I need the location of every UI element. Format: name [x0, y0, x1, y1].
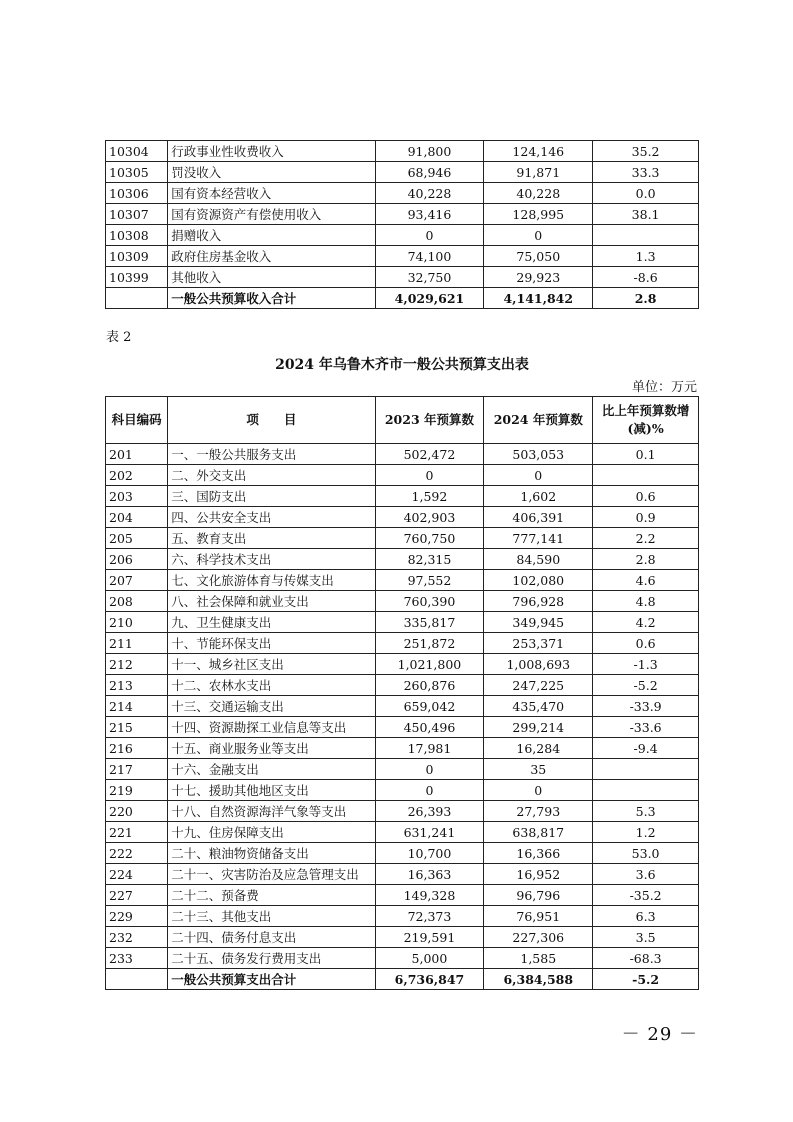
cell-2024: 40,228	[484, 183, 593, 204]
total-cell-2024: 4,141,842	[484, 288, 593, 309]
table-row	[106, 633, 699, 654]
cell-2024: 227,306	[484, 927, 593, 948]
cell-2024: 299,214	[484, 717, 593, 738]
cell-change-pct: 5.3	[593, 801, 699, 822]
cell-2024: 253,371	[484, 633, 593, 654]
cell-code: 10304	[106, 141, 168, 162]
cell-2024: 84,590	[484, 549, 593, 570]
table-row	[106, 204, 699, 225]
cell-2024: 16,284	[484, 738, 593, 759]
cell-code: 219	[106, 780, 168, 801]
total-cell-change-pct: 2.8	[593, 288, 699, 309]
table-row	[106, 465, 699, 486]
cell-change-pct: 53.0	[593, 843, 699, 864]
cell-2024: 777,141	[484, 528, 593, 549]
table-row	[106, 717, 699, 738]
cell-2023: 760,750	[375, 528, 484, 549]
total-row	[106, 969, 699, 990]
cell-change-pct: 2.2	[593, 528, 699, 549]
cell-code: 201	[106, 444, 168, 465]
cell-code: 206	[106, 549, 168, 570]
cell-2023: 91,800	[375, 141, 484, 162]
cell-code: 10305	[106, 162, 168, 183]
cell-2023: 82,315	[375, 549, 484, 570]
cell-code: 202	[106, 465, 168, 486]
cell-code: 10306	[106, 183, 168, 204]
cell-change-pct: -35.2	[593, 885, 699, 906]
cell-item: 二十、粮油物资储备支出	[168, 843, 375, 864]
table-row	[106, 822, 699, 843]
cell-2023: 0	[375, 465, 484, 486]
cell-change-pct: -33.6	[593, 717, 699, 738]
cell-change-pct: 4.2	[593, 612, 699, 633]
cell-change-pct: 6.3	[593, 906, 699, 927]
cell-2023: 149,328	[375, 885, 484, 906]
table-row	[106, 927, 699, 948]
cell-change-pct: 1.2	[593, 822, 699, 843]
cell-item: 六、科学技术支出	[168, 549, 375, 570]
cell-2023: 251,872	[375, 633, 484, 654]
cell-code: 208	[106, 591, 168, 612]
table-row	[106, 738, 699, 759]
cell-2024: 27,793	[484, 801, 593, 822]
total-cell-item: 一般公共预算支出合计	[168, 969, 375, 990]
cell-code: 207	[106, 570, 168, 591]
cell-item: 三、国防支出	[168, 486, 375, 507]
cell-item: 政府住房基金收入	[168, 246, 375, 267]
cell-2024: 0	[484, 225, 593, 246]
table-row	[106, 549, 699, 570]
cell-item: 国有资源资产有偿使用收入	[168, 204, 375, 225]
cell-2023: 1,592	[375, 486, 484, 507]
cell-2024: 1,008,693	[484, 654, 593, 675]
cell-change-pct	[593, 780, 699, 801]
cell-item: 二十二、预备费	[168, 885, 375, 906]
cell-2024: 1,602	[484, 486, 593, 507]
cell-change-pct: 3.5	[593, 927, 699, 948]
cell-2023: 72,373	[375, 906, 484, 927]
cell-code: 224	[106, 864, 168, 885]
header-2023: 2023 年预算数	[375, 397, 484, 444]
cell-code: 203	[106, 486, 168, 507]
cell-2023: 74,100	[375, 246, 484, 267]
cell-2023: 631,241	[375, 822, 484, 843]
cell-2023: 335,817	[375, 612, 484, 633]
cell-code: 222	[106, 843, 168, 864]
table-row	[106, 885, 699, 906]
cell-2024: 75,050	[484, 246, 593, 267]
cell-2024: 16,366	[484, 843, 593, 864]
cell-2024: 1,585	[484, 948, 593, 969]
cell-item: 十七、援助其他地区支出	[168, 780, 375, 801]
cell-code: 10307	[106, 204, 168, 225]
cell-change-pct: 2.8	[593, 549, 699, 570]
cell-2024: 0	[484, 465, 593, 486]
total-cell-2023: 4,029,621	[375, 288, 484, 309]
cell-change-pct: 0.0	[593, 183, 699, 204]
header-item: 项 目	[168, 397, 375, 444]
cell-change-pct: -1.3	[593, 654, 699, 675]
cell-change-pct: 35.2	[593, 141, 699, 162]
cell-code: 220	[106, 801, 168, 822]
cell-code: 215	[106, 717, 168, 738]
cell-item: 十一、城乡社区支出	[168, 654, 375, 675]
table-row	[106, 654, 699, 675]
cell-2023: 68,946	[375, 162, 484, 183]
cell-code: 213	[106, 675, 168, 696]
cell-2023: 26,393	[375, 801, 484, 822]
table-row	[106, 801, 699, 822]
cell-item: 八、社会保障和就业支出	[168, 591, 375, 612]
cell-code: 214	[106, 696, 168, 717]
cell-item: 捐赠收入	[168, 225, 375, 246]
table-row	[106, 675, 699, 696]
cell-code: 211	[106, 633, 168, 654]
cell-change-pct: -5.2	[593, 675, 699, 696]
cell-change-pct: 4.6	[593, 570, 699, 591]
cell-item: 十九、住房保障支出	[168, 822, 375, 843]
cell-2023: 32,750	[375, 267, 484, 288]
revenue-table-continued	[105, 140, 699, 309]
cell-item: 十六、金融支出	[168, 759, 375, 780]
cell-item: 九、卫生健康支出	[168, 612, 375, 633]
cell-code: 210	[106, 612, 168, 633]
cell-change-pct: -9.4	[593, 738, 699, 759]
cell-item: 十、节能环保支出	[168, 633, 375, 654]
cell-change-pct: 1.3	[593, 246, 699, 267]
table-row	[106, 612, 699, 633]
cell-2023: 40,228	[375, 183, 484, 204]
table-header-row	[106, 397, 699, 444]
cell-change-pct: 0.6	[593, 486, 699, 507]
table-row	[106, 162, 699, 183]
cell-2023: 93,416	[375, 204, 484, 225]
cell-2023: 659,042	[375, 696, 484, 717]
cell-item: 其他收入	[168, 267, 375, 288]
total-cell-2024: 6,384,588	[484, 969, 593, 990]
table-row	[106, 183, 699, 204]
cell-change-pct: -33.9	[593, 696, 699, 717]
cell-2024: 76,951	[484, 906, 593, 927]
cell-change-pct	[593, 225, 699, 246]
expenditure-table-body	[106, 444, 699, 990]
cell-code: 212	[106, 654, 168, 675]
table-row	[106, 141, 699, 162]
table-row	[106, 948, 699, 969]
cell-2023: 1,021,800	[375, 654, 484, 675]
cell-code: 204	[106, 507, 168, 528]
cell-item: 罚没收入	[168, 162, 375, 183]
cell-code: 232	[106, 927, 168, 948]
cell-item: 二、外交支出	[168, 465, 375, 486]
table-title: 2024 年乌鲁木齐市一般公共预算支出表	[275, 357, 529, 373]
cell-2024: 503,053	[484, 444, 593, 465]
table-row	[106, 759, 699, 780]
table-row	[106, 225, 699, 246]
cell-2023: 450,496	[375, 717, 484, 738]
cell-2024: 638,817	[484, 822, 593, 843]
cell-item: 十八、自然资源海洋气象等支出	[168, 801, 375, 822]
cell-2023: 0	[375, 759, 484, 780]
cell-item: 二十五、债务发行费用支出	[168, 948, 375, 969]
table-row	[106, 267, 699, 288]
cell-2023: 5,000	[375, 948, 484, 969]
cell-item: 十四、资源勘探工业信息等支出	[168, 717, 375, 738]
cell-2024: 35	[484, 759, 593, 780]
cell-item: 国有资本经营收入	[168, 183, 375, 204]
cell-code: 221	[106, 822, 168, 843]
cell-change-pct: 0.9	[593, 507, 699, 528]
total-row	[106, 288, 699, 309]
cell-2024: 796,928	[484, 591, 593, 612]
cell-2024: 96,796	[484, 885, 593, 906]
total-cell-item: 一般公共预算收入合计	[168, 288, 375, 309]
cell-item: 行政事业性收费收入	[168, 141, 375, 162]
cell-2024: 0	[484, 780, 593, 801]
cell-2023: 16,363	[375, 864, 484, 885]
header-code: 科目编码	[106, 397, 168, 444]
cell-change-pct: 4.8	[593, 591, 699, 612]
page-number: － 29 －	[621, 1024, 698, 1045]
cell-code: 227	[106, 885, 168, 906]
cell-change-pct: 0.6	[593, 633, 699, 654]
expenditure-table	[105, 396, 699, 990]
cell-item: 二十一、灾害防治及应急管理支出	[168, 864, 375, 885]
cell-2023: 17,981	[375, 738, 484, 759]
cell-item: 五、教育支出	[168, 528, 375, 549]
cell-change-pct: -68.3	[593, 948, 699, 969]
cell-2024: 406,391	[484, 507, 593, 528]
cell-2024: 247,225	[484, 675, 593, 696]
cell-item: 十五、商业服务业等支出	[168, 738, 375, 759]
cell-item: 十三、交通运输支出	[168, 696, 375, 717]
cell-change-pct: 33.3	[593, 162, 699, 183]
table-label: 表 2	[106, 330, 132, 345]
cell-item: 十二、农林水支出	[168, 675, 375, 696]
table-row	[106, 780, 699, 801]
cell-2023: 760,390	[375, 591, 484, 612]
total-cell-code	[106, 288, 168, 309]
table-row	[106, 528, 699, 549]
table-row	[106, 864, 699, 885]
cell-item: 二十三、其他支出	[168, 906, 375, 927]
cell-code: 205	[106, 528, 168, 549]
unit-label: 单位：万元	[631, 380, 697, 395]
cell-code: 233	[106, 948, 168, 969]
cell-2023: 97,552	[375, 570, 484, 591]
cell-2023: 0	[375, 780, 484, 801]
table-row	[106, 507, 699, 528]
cell-2024: 435,470	[484, 696, 593, 717]
header-2024: 2024 年预算数	[484, 397, 593, 444]
cell-2023: 10,700	[375, 843, 484, 864]
table-row	[106, 591, 699, 612]
cell-2024: 124,146	[484, 141, 593, 162]
cell-code: 217	[106, 759, 168, 780]
cell-item: 一、一般公共服务支出	[168, 444, 375, 465]
cell-2023: 0	[375, 225, 484, 246]
cell-change-pct: 3.6	[593, 864, 699, 885]
total-cell-change-pct: -5.2	[593, 969, 699, 990]
cell-2023: 502,472	[375, 444, 484, 465]
total-cell-2023: 6,736,847	[375, 969, 484, 990]
cell-change-pct: 0.1	[593, 444, 699, 465]
cell-2024: 349,945	[484, 612, 593, 633]
table-row	[106, 843, 699, 864]
cell-2023: 219,591	[375, 927, 484, 948]
cell-2024: 102,080	[484, 570, 593, 591]
table-row	[106, 906, 699, 927]
cell-2024: 91,871	[484, 162, 593, 183]
cell-2024: 128,995	[484, 204, 593, 225]
cell-item: 七、文化旅游体育与传媒支出	[168, 570, 375, 591]
cell-code: 216	[106, 738, 168, 759]
header-change-pct: 比上年预算数增(减)%	[593, 397, 699, 444]
cell-code: 229	[106, 906, 168, 927]
cell-item: 二十四、债务付息支出	[168, 927, 375, 948]
table-row	[106, 696, 699, 717]
total-cell-code	[106, 969, 168, 990]
cell-2024: 29,923	[484, 267, 593, 288]
cell-code: 10308	[106, 225, 168, 246]
cell-change-pct	[593, 759, 699, 780]
revenue-table-body	[106, 141, 699, 309]
cell-2024: 16,952	[484, 864, 593, 885]
table-row	[106, 570, 699, 591]
cell-code: 10399	[106, 267, 168, 288]
table-row	[106, 246, 699, 267]
cell-item: 四、公共安全支出	[168, 507, 375, 528]
cell-change-pct	[593, 465, 699, 486]
cell-2023: 402,903	[375, 507, 484, 528]
cell-change-pct: -8.6	[593, 267, 699, 288]
cell-change-pct: 38.1	[593, 204, 699, 225]
cell-2023: 260,876	[375, 675, 484, 696]
table-row	[106, 486, 699, 507]
table-row	[106, 444, 699, 465]
cell-code: 10309	[106, 246, 168, 267]
